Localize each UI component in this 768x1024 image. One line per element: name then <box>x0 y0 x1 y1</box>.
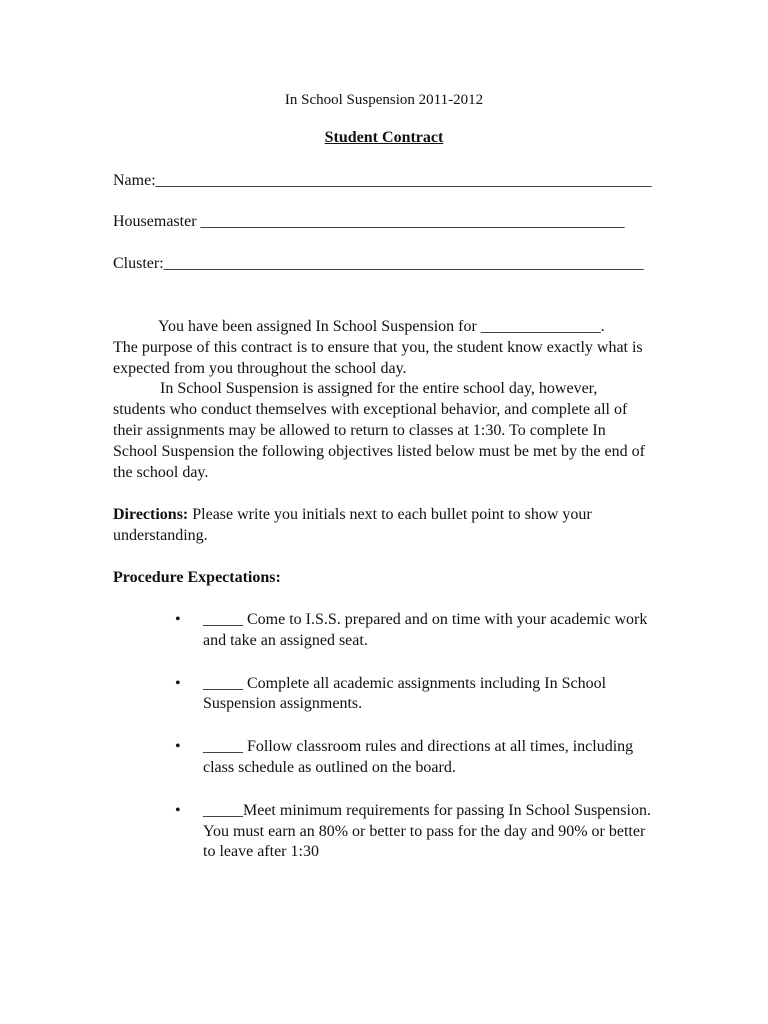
expectations-list <box>175 610 655 885</box>
bullet-text: _____ Come to I.S.S. prepared and on time with your academic work and take an assigned seat. <box>203 611 648 649</box>
directions-text: Please write you initials next to each bullet point to show your understanding. <box>113 506 592 544</box>
name-field: Name:______________________________________________________________ <box>113 172 652 189</box>
intro-line-3: In School Suspension is assigned for the entire school day, however, <box>160 380 598 398</box>
bullet-icon: • <box>175 674 181 692</box>
document-header: In School Suspension 2011-2012 <box>284 92 484 108</box>
intro-line-1: You have been assigned In School Suspension for _______________. <box>158 318 605 335</box>
list-item <box>175 610 655 652</box>
bullet-text: _____Meet minimum requirements for passing In School Suspension. You must earn an 80% or better to pass for the day and 90% or better to leave after 1:30 <box>203 801 651 861</box>
list-item <box>175 801 655 863</box>
bullet-icon: • <box>175 738 181 756</box>
cluster-field: Cluster:____________________________________________________________ <box>113 255 644 272</box>
intro-line-4: students who conduct themselves with exceptional behavior, and complete all of their assignments may be allowed to return to classes at 1:30. To complete In School Suspension the following objectives listed below must be met by the end of the school day. <box>113 401 645 481</box>
bullet-text: _____ Complete all academic assignments including In School Suspension assignments. <box>203 674 607 713</box>
document-title: Student Contract <box>324 129 444 146</box>
directions-paragraph <box>113 505 653 547</box>
housemaster-field: Housemaster _____________________________________________________ <box>113 213 625 230</box>
intro-paragraph <box>113 317 653 483</box>
bullet-icon: • <box>175 801 181 819</box>
bullet-icon: • <box>175 611 181 628</box>
directions-label: Directions: <box>113 506 189 523</box>
list-item <box>175 737 655 779</box>
procedure-heading: Procedure Expectations: <box>113 569 281 586</box>
bullet-text: _____ Follow classroom rules and directions at all times, including class schedule as outlined on the board. <box>203 738 634 776</box>
list-item <box>175 674 655 716</box>
intro-line-2: The purpose of this contract is to ensure that you, the student know exactly what is expected from you throughout the school day. <box>113 338 643 377</box>
